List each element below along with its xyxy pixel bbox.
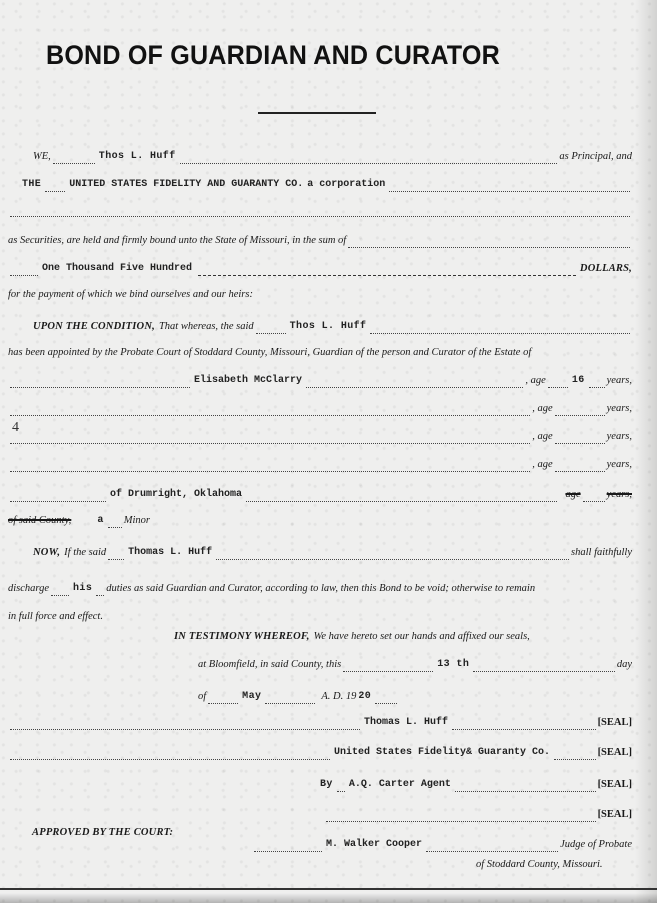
- securities-line: [8, 234, 632, 248]
- years-label: years,: [606, 431, 632, 442]
- seal-label: [SEAL]: [597, 779, 632, 790]
- dotted-fill: [426, 841, 558, 852]
- dotted-fill: [10, 405, 530, 416]
- ward-line-1: [8, 374, 632, 388]
- condition-name: Thos L. Huff: [289, 321, 367, 332]
- struck-age: age: [565, 489, 581, 500]
- title-underline: [258, 112, 376, 114]
- dotted-fill: [216, 549, 569, 560]
- ward-line-2: [8, 402, 632, 416]
- years-label: years,: [606, 375, 632, 386]
- testimony-line: [8, 630, 632, 644]
- approved-label: APPROVED BY THE COURT:: [32, 827, 174, 838]
- dotted-fill: [554, 749, 596, 760]
- age-label: , age: [532, 403, 553, 414]
- dotted-fill: [256, 323, 286, 334]
- page-edge-shadow: [635, 0, 657, 903]
- shall-faithfully: shall faithfully: [571, 547, 632, 558]
- years-label: years,: [606, 403, 632, 414]
- condition-line: [8, 320, 632, 334]
- now-name: Thomas L. Huff: [128, 547, 213, 558]
- now-text: If the said: [64, 547, 107, 558]
- principal-line: [8, 150, 632, 164]
- signature-line-1: [8, 716, 632, 730]
- dotted-fill: [306, 377, 523, 388]
- signature-line-4: [8, 808, 632, 822]
- dotted-fill: [375, 693, 397, 704]
- testimony-text: We have hereto set our hands and affixed our seals,: [313, 631, 530, 642]
- age-label: , age: [532, 459, 553, 470]
- age-label: , age: [525, 375, 546, 386]
- dotted-fill: [10, 265, 38, 276]
- by-label: By: [320, 779, 333, 790]
- dotted-fill: [337, 781, 345, 792]
- judge-title: Judge of Probate: [560, 839, 632, 850]
- seal-label: [SEAL]: [597, 747, 632, 758]
- dotted-fill: [589, 377, 605, 388]
- dotted-fill: [108, 549, 124, 560]
- dotted-fill: [326, 811, 596, 822]
- signature-3: A.Q. Carter Agent: [348, 779, 451, 790]
- dotted-fill: [208, 693, 238, 704]
- dotted-fill: [555, 433, 605, 444]
- dotted-fill: [51, 585, 69, 596]
- struck-county: of said County,: [8, 515, 72, 526]
- dotted-fill: [348, 237, 630, 248]
- dotted-fill: [10, 206, 630, 217]
- dotted-fill: [389, 181, 630, 192]
- dotted-fill: [555, 461, 605, 472]
- residence-text: of Drumright, Oklahoma: [110, 489, 243, 500]
- seal-label: [SEAL]: [597, 809, 632, 820]
- condition-text: That whereas, the said: [158, 321, 254, 332]
- dotted-fill: [548, 377, 568, 388]
- surety-line: [8, 178, 632, 192]
- payment-line: [8, 288, 632, 302]
- bottom-rule: [0, 888, 657, 890]
- bloomfield-line: [8, 658, 632, 672]
- minor-line: [8, 514, 632, 528]
- signature-2: United States Fidelity& Guaranty Co.: [334, 747, 551, 758]
- bloomfield-text: at Bloomfield, in said County, this: [198, 659, 342, 670]
- the-label: THE: [22, 179, 42, 190]
- dotted-fill: [96, 585, 104, 596]
- his-value: his: [73, 583, 93, 594]
- dotted-fill: [45, 181, 65, 192]
- dotted-fill: [555, 405, 605, 416]
- dotted-fill: [473, 661, 615, 672]
- dotted-fill: [343, 661, 433, 672]
- residence-line: [8, 488, 632, 502]
- dotted-fill: [10, 491, 106, 502]
- dotted-fill: [370, 323, 630, 334]
- document-title: BOND OF GUARDIAN AND CURATOR: [46, 40, 500, 70]
- full-force-line: [8, 610, 632, 624]
- ward-line-3: [8, 430, 632, 444]
- month-value: May: [242, 691, 262, 702]
- signature-line-2: [8, 746, 632, 760]
- dotted-fill: [246, 491, 557, 502]
- dotted-fill: [53, 153, 95, 164]
- ward-age: 16: [571, 375, 585, 386]
- discharge-label: discharge: [8, 583, 50, 594]
- years-label: years,: [606, 459, 632, 470]
- now-line: [8, 546, 632, 560]
- dotted-fill: [108, 517, 122, 528]
- dollars-label: DOLLARS,: [579, 263, 632, 274]
- principal-name: Thos L. Huff: [98, 151, 176, 162]
- dashed-fill: [198, 266, 576, 276]
- margin-mark: 4: [12, 420, 19, 435]
- a-corporation: a corporation: [307, 179, 386, 190]
- a-label: a: [97, 515, 104, 526]
- sum-line: [8, 262, 632, 276]
- judge-county-line: [8, 858, 632, 872]
- signature-line-3: [8, 778, 632, 792]
- full-force-text: in full force and effect.: [8, 611, 103, 622]
- dotted-fill: [455, 781, 596, 792]
- struck-years: years,: [606, 489, 632, 500]
- condition-label: UPON THE CONDITION,: [33, 321, 155, 332]
- dotted-fill: [10, 719, 360, 730]
- seal-label: [SEAL]: [597, 717, 632, 728]
- page-bottom-shadow: [0, 893, 657, 903]
- signature-1: Thomas L. Huff: [364, 717, 449, 728]
- day-value: 13 th: [437, 659, 470, 670]
- age-label: , age: [532, 431, 553, 442]
- ad-label: A. D. 19: [321, 691, 357, 702]
- dotted-fill: [180, 153, 558, 164]
- day-label: day: [616, 659, 632, 670]
- payment-text: for the payment of which we bind ourselves and our heirs:: [8, 289, 253, 300]
- discharge-line: [8, 582, 632, 596]
- dotted-fill: [10, 461, 530, 472]
- blank-line: [8, 206, 632, 217]
- ward-name: Elisabeth McClarry: [194, 375, 303, 386]
- now-label: NOW,: [33, 547, 61, 558]
- we-label: WE,: [33, 151, 51, 162]
- dotted-fill: [10, 749, 330, 760]
- testimony-label: IN TESTIMONY WHEREOF,: [174, 631, 310, 642]
- dotted-fill: [10, 377, 190, 388]
- appointed-text: has been appointed by the Probate Court of Stoddard County, Missouri, Guardian of the person and Curator of the Estate of: [8, 347, 532, 358]
- dotted-fill: [583, 491, 605, 502]
- year-value: 20: [358, 691, 372, 702]
- appointed-line: [8, 346, 632, 360]
- dotted-fill: [265, 693, 315, 704]
- duties-text: duties as said Guardian and Curator, according to law, then this Bond to be void; otherwise to remain: [106, 583, 536, 594]
- of-label: of: [198, 691, 207, 702]
- surety-company: UNITED STATES FIDELITY AND GUARANTY CO.: [69, 179, 304, 190]
- securities-text: as Securities, are held and firmly bound unto the State of Missouri, in the sum of: [8, 235, 347, 246]
- minor-label: Minor: [123, 515, 150, 526]
- dotted-fill: [10, 433, 530, 444]
- judge-name: M. Walker Cooper: [326, 839, 423, 850]
- date-line: [8, 690, 632, 704]
- judge-line: [8, 838, 632, 852]
- sum-amount: One Thousand Five Hundred: [42, 263, 193, 274]
- ward-line-4: [8, 458, 632, 472]
- judge-county: of Stoddard County, Missouri.: [476, 859, 603, 870]
- as-principal-label: as Principal, and: [559, 151, 632, 162]
- dotted-fill: [452, 719, 596, 730]
- dotted-fill: [254, 841, 322, 852]
